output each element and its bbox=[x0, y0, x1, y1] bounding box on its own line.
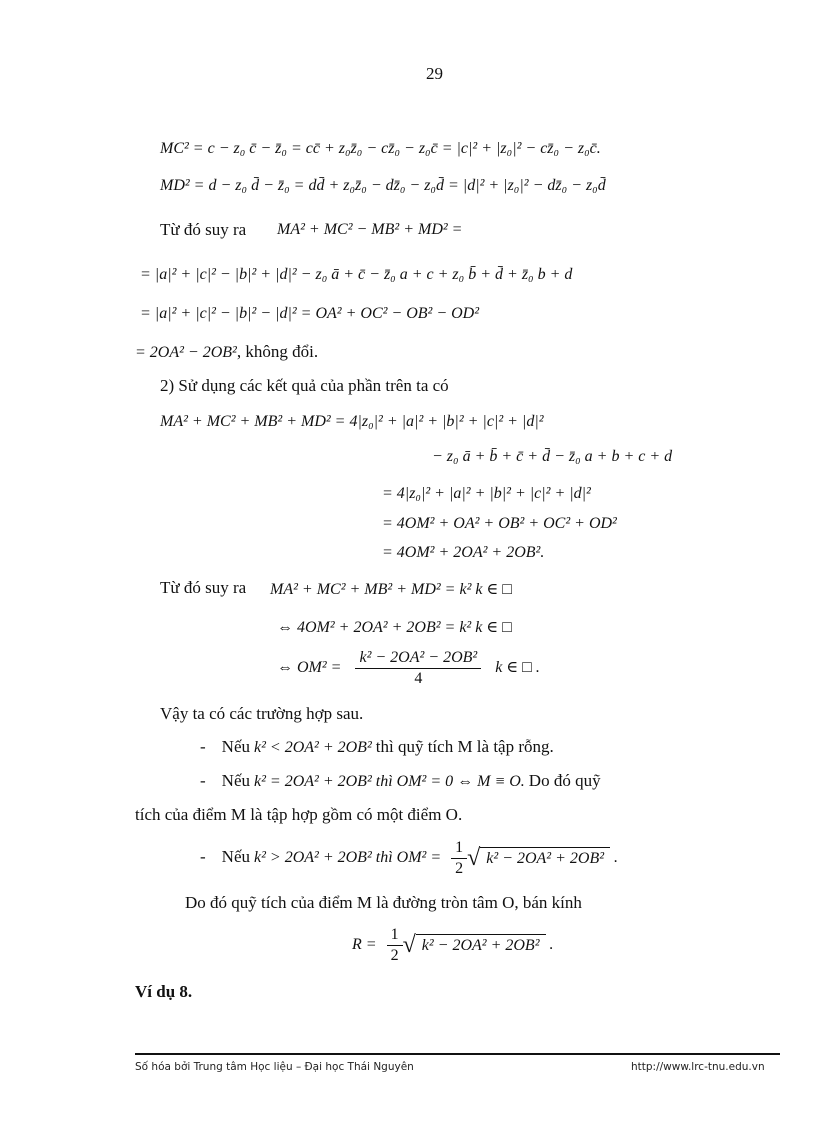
equation-sum-1: MA² + MC² + MB² + MD² = 4|z₀|² + |a|² + |b|² + |c|² + |d|² bbox=[160, 413, 544, 430]
case-3-dash: - bbox=[200, 847, 206, 867]
case-3-end: . bbox=[614, 849, 619, 867]
equation-md2: MD² = d − z₀ d̄ − z̄₀ = dd̄ + z₀z̄₀ − dz̄₀ − z₀d̄ = |d|² + |z₀|² − dz̄₀ − z₀d̄ bbox=[160, 177, 606, 194]
equation-equiv-2 bbox=[277, 648, 540, 689]
fraction-half-1-num: 1 bbox=[451, 838, 467, 859]
fraction-denominator: 4 bbox=[414, 670, 423, 687]
text-vay: Vậy ta có các trường hợp sau. bbox=[160, 704, 364, 723]
equation-sum-2: − z₀ ā + b̄ + c̄ + d̄ − z̄₀ a + b + c + d bbox=[432, 448, 673, 465]
case-1-text: thì quỹ tích M là tập rỗng. bbox=[375, 737, 554, 756]
case-1 bbox=[200, 737, 554, 757]
sqrt-body: k² − 2OA² + 2OB² bbox=[416, 934, 546, 957]
footer-right-link[interactable]: http://www.lrc-tnu.edu.vn bbox=[631, 1061, 765, 1073]
sqrt-body: k² − 2OA² + 2OB² bbox=[480, 847, 610, 870]
equation-const bbox=[135, 342, 318, 362]
fraction-half-1-den: 2 bbox=[455, 860, 464, 877]
radical-sign: √ bbox=[402, 932, 416, 958]
equation-const-math: = 2OA² − 2OB² bbox=[135, 344, 237, 361]
fraction-half-1 bbox=[451, 838, 467, 879]
sqrt-radius-1 bbox=[467, 845, 610, 872]
case-2-neu: Nếu bbox=[221, 771, 250, 790]
case-2-continuation: tích của điểm M là tập hợp gồm có một điểm O. bbox=[135, 805, 463, 824]
case-2-text: Do đó quỹ bbox=[528, 771, 601, 790]
equation-equiv-1: ⇔ 4OM² + 2OA² + 2OB² = k² k ∈ □ bbox=[277, 619, 512, 636]
sqrt-radius-2 bbox=[403, 932, 546, 959]
equation-sum-5: = 4OM² + 2OA² + 2OB². bbox=[382, 544, 545, 561]
case-2-math: k² = 2OA² + 2OB² thì OM² = 0 ⇔ M ≡ O. bbox=[254, 773, 525, 790]
fraction-half-2-den: 2 bbox=[390, 947, 399, 964]
equation-mc2: MC² = c − z₀ c̄ − z̄₀ = cc̄ + z₀z̄₀ − cz̄₀ − z₀c̄ = |c|² + |z₀|² − cz̄₀ − z₀c̄. bbox=[160, 140, 601, 157]
text-do-do: Do đó quỹ tích của điểm M là đường tròn tâm O, bán kính bbox=[185, 893, 582, 912]
part-2-heading: 2) Sử dụng các kết quả của phần trên ta có bbox=[160, 376, 449, 395]
case-2-dash: - bbox=[200, 771, 206, 790]
fraction-numerator: k² − 2OA² − 2OB² bbox=[355, 648, 481, 669]
text-tu-do-suy-ra-1: Từ đó suy ra bbox=[160, 220, 247, 239]
equation-equiv-2-rhs: k ∈ □ . bbox=[495, 659, 540, 677]
footer-left: Số hóa bởi Trung tâm Học liệu – Đại học Thái Nguyên bbox=[135, 1061, 414, 1073]
radius-formula bbox=[352, 925, 554, 966]
radius-end: . bbox=[549, 936, 554, 954]
equation-equiv-2-lhs: ⇔ OM² = bbox=[277, 659, 342, 677]
equation-sum-4: = 4OM² + OA² + OB² + OC² + OD² bbox=[382, 515, 617, 532]
case-3-neu: Nếu bbox=[221, 847, 250, 867]
footer-divider bbox=[135, 1053, 780, 1055]
case-2 bbox=[200, 771, 601, 791]
example-heading: Ví dụ 8. bbox=[135, 982, 193, 1001]
case-3-math: k² > 2OA² + 2OB² thì OM² = bbox=[254, 849, 442, 867]
fraction-om2 bbox=[355, 648, 481, 689]
fraction-half-2-num: 1 bbox=[387, 925, 403, 946]
equation-expand-a: = |a|² + |c|² − |b|² + |d|² − z₀ ā + c̄ − z̄₀ a + c + z₀ b̄ + d̄ + z̄₀ b + d bbox=[140, 266, 573, 283]
radical-sign: √ bbox=[467, 845, 481, 871]
equation-difference: MA² + MC² − MB² + MD² = bbox=[277, 221, 463, 238]
case-1-dash: - bbox=[200, 737, 206, 756]
page-number: 29 bbox=[426, 64, 443, 83]
equation-expand-b: = |a|² + |c|² − |b|² − |d|² = OA² + OC² − OB² − OD² bbox=[140, 305, 480, 322]
case-3 bbox=[200, 838, 618, 879]
equation-const-text: , không đổi. bbox=[236, 342, 319, 361]
case-1-math: k² < 2OA² + 2OB² bbox=[254, 739, 372, 756]
equation-sum-3: = 4|z₀|² + |a|² + |b|² + |c|² + |d|² bbox=[382, 485, 591, 502]
case-1-neu: Nếu bbox=[221, 737, 250, 756]
text-tu-do-suy-ra-2: Từ đó suy ra bbox=[160, 578, 247, 597]
radius-lhs: R = bbox=[352, 936, 377, 954]
fraction-half-2 bbox=[387, 925, 403, 966]
equation-k2: MA² + MC² + MB² + MD² = k² k ∈ □ bbox=[270, 581, 512, 598]
